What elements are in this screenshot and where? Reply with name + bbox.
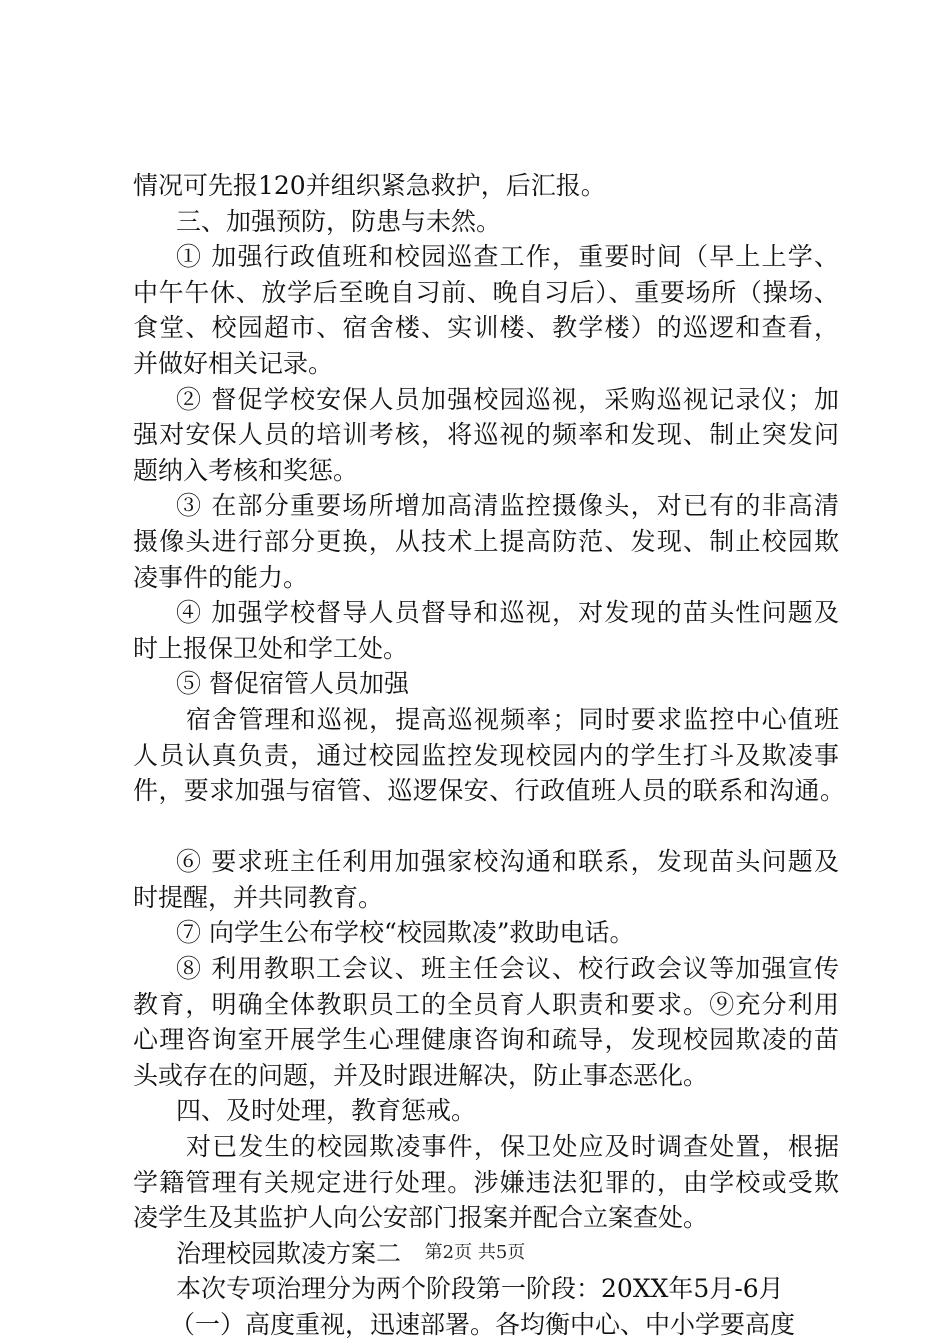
text-line (0, 1165, 950, 1201)
text-line (0, 1022, 950, 1058)
text-line (0, 951, 950, 987)
text-line-content: 食堂、校园超市、宿舍楼、实训楼、教学楼）的巡逻和查看， (133, 313, 839, 343)
section-heading: 四、及时处理，教育惩戒。 (176, 1096, 477, 1126)
text-line (0, 1129, 950, 1165)
section-heading: 治理校园欺凌方案二 (176, 1238, 402, 1268)
section-heading: 三、加强预防，防患与未然。 (176, 206, 502, 236)
text-line: 时上报保卫处和学工处。 (133, 633, 409, 663)
text-line: 本次专项治理分为两个阶段第一阶段：20XX年5月-6月 (176, 1274, 784, 1304)
text-line-content: 中午午休、放学后至晚自习前、晚自习后）、重要场所（操场、 (133, 277, 839, 307)
text-line (0, 417, 950, 453)
text-line-content: 件，要求加强与宿管、巡逻保安、行政值班人员的联系和沟通。 (133, 776, 845, 806)
text-line-content: 强对安保人员的培训考核，将巡视的频率和发现、制止突发问 (133, 420, 839, 450)
text-line (0, 310, 950, 346)
text-line (0, 773, 950, 809)
document-body (0, 168, 950, 1343)
text-line-content: ② 督促学校安保人员加强校园巡视，采购巡视记录仪；加 (176, 384, 839, 414)
text-line (0, 595, 950, 631)
text-line: 并做好相关记录。 (133, 348, 334, 378)
text-line: 头或存在的问题，并及时跟进解决，防止事态恶化。 (133, 1060, 709, 1090)
page-number-footer: 第2页 共5页 (424, 1242, 526, 1263)
text-line-content: ① 加强行政值班和校园巡查工作，重要时间（早上上学、 (176, 242, 839, 272)
text-line-content: 宿舍管理和巡视，提高巡视频率；同时要求监控中心值班 (186, 704, 839, 734)
text-line-content: ⑥ 要求班主任利用加强家校沟通和联系，发现苗头问题及 (176, 847, 839, 877)
text-line (0, 239, 950, 275)
text-line (0, 275, 950, 311)
text-line: 凌学生及其监护人向公安部门报案并配合立案查处。 (133, 1203, 709, 1233)
text-line: 凌事件的能力。 (133, 562, 309, 592)
text-line-content: 教育，明确全体教职员工的全员育人职责和要求。⑨充分利用 (133, 989, 839, 1019)
paragraph-gap (0, 809, 950, 845)
text-line (0, 524, 950, 560)
text-line (0, 488, 950, 524)
text-line: ⑤ 督促宿管人员加强 (176, 669, 409, 699)
text-line: （一）高度重视，迅速部署。各均衡中心、中小学要高度 (170, 1310, 796, 1339)
text-line-content: 人员认真负责，通过校园监控发现校园内的学生打斗及欺凌事 (133, 740, 839, 770)
text-line-content: 对已发生的校园欺凌事件，保卫处应及时调查处置，根据 (186, 1132, 839, 1162)
text-line-content: ③ 在部分重要场所增加高清监控摄像头，对已有的非高清 (176, 491, 839, 521)
text-line: 题纳入考核和奖惩。 (133, 455, 359, 485)
text-line-content: ④ 加强学校督导人员督导和巡视，对发现的苗头性问题及 (176, 598, 839, 628)
text-line-content: ⑧ 利用教职工会议、班主任会议、校行政会议等加强宣传 (176, 954, 839, 984)
text-line (0, 987, 950, 1023)
text-line: 时提醒，并共同教育。 (133, 882, 384, 912)
text-line (0, 382, 950, 418)
text-line: 情况可先报120并组织紧急救护，后汇报。 (133, 171, 606, 200)
text-line-content: 学籍管理有关规定进行处理。涉嫌违法犯罪的，由学校或受欺 (133, 1167, 839, 1197)
text-line-content: 摄像头进行部分更换，从技术上提高防范、发现、制止校园欺 (133, 526, 839, 556)
text-line: ⑦ 向学生公布学校“校园欺凌”救助电话。 (176, 918, 635, 948)
text-line (0, 702, 950, 738)
text-line (0, 844, 950, 880)
text-line (0, 738, 950, 774)
text-line-content: 心理咨询室开展学生心理健康咨询和疏导，发现校园欺凌的苗 (133, 1025, 839, 1055)
